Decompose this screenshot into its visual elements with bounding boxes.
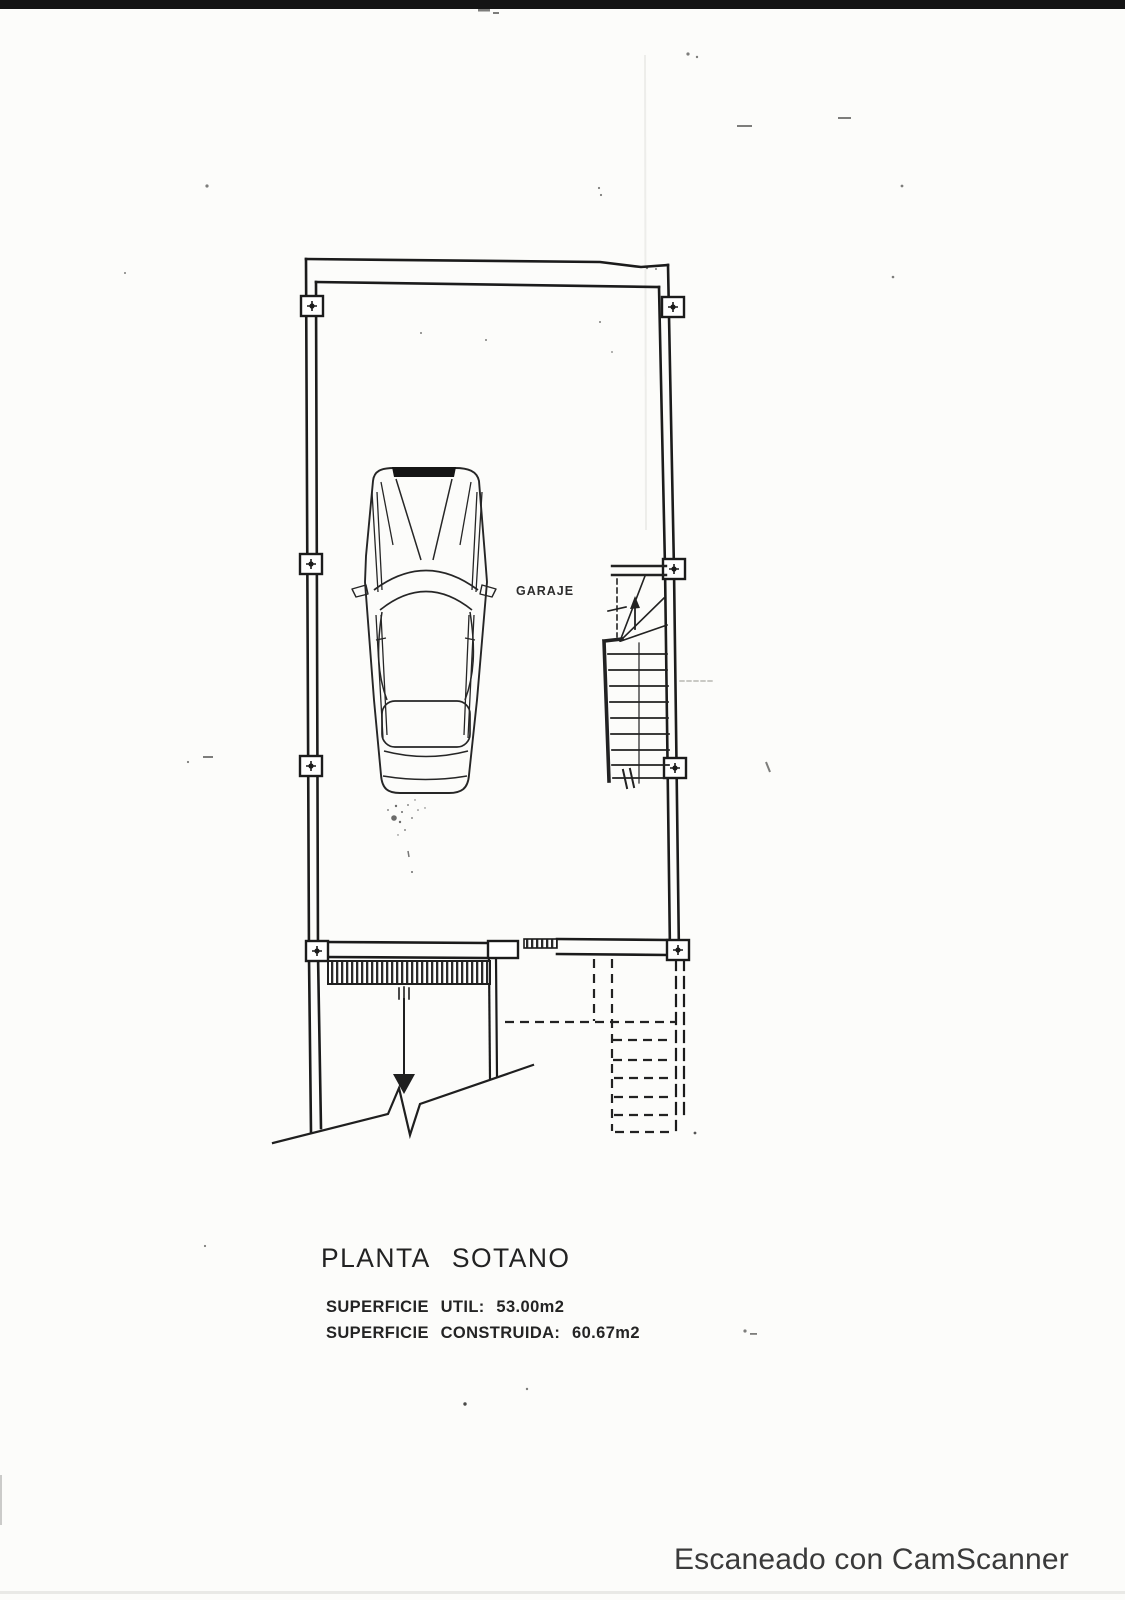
floor-stain: [387, 799, 426, 873]
pillar: [300, 554, 322, 574]
area-construida-line: [326, 1323, 640, 1343]
scan-edge-bar: [0, 0, 1125, 9]
area-construida-label: SUPERFICIE CONSTRUIDA:: [326, 1323, 561, 1342]
garage-door-hatch: [328, 961, 490, 984]
car-cowl-band: [392, 467, 456, 477]
pillars: [300, 296, 689, 961]
car-top-view: [352, 467, 496, 793]
pillar: [664, 758, 686, 778]
door-post: [488, 941, 518, 958]
interior-staircase: [604, 566, 713, 788]
area-construida-value: 60.67m2: [572, 1323, 640, 1342]
scan-speckles: [124, 9, 903, 1406]
pillar: [301, 296, 323, 316]
pillar: [667, 940, 689, 960]
pillar: [662, 297, 684, 317]
plan-title: PLANTA SOTANO: [321, 1243, 571, 1273]
car-mirror-right: [480, 585, 496, 597]
exterior-stair-dashed: [505, 959, 696, 1134]
area-util-value: 53.00m2: [496, 1297, 565, 1316]
camscanner-watermark: Escaneado con CamScanner: [673, 1543, 1069, 1576]
door-tick-marks: [399, 987, 409, 999]
area-util-line: [326, 1297, 564, 1317]
exterior-walls: [306, 259, 684, 1132]
area-util-label: SUPERFICIE UTIL:: [326, 1297, 485, 1316]
pillar: [306, 941, 328, 961]
room-label-garaje: GARAJE: [516, 583, 575, 599]
pillar: [300, 756, 322, 776]
wall-vent-strip: [524, 939, 557, 948]
entry-arrow: [393, 999, 415, 1094]
